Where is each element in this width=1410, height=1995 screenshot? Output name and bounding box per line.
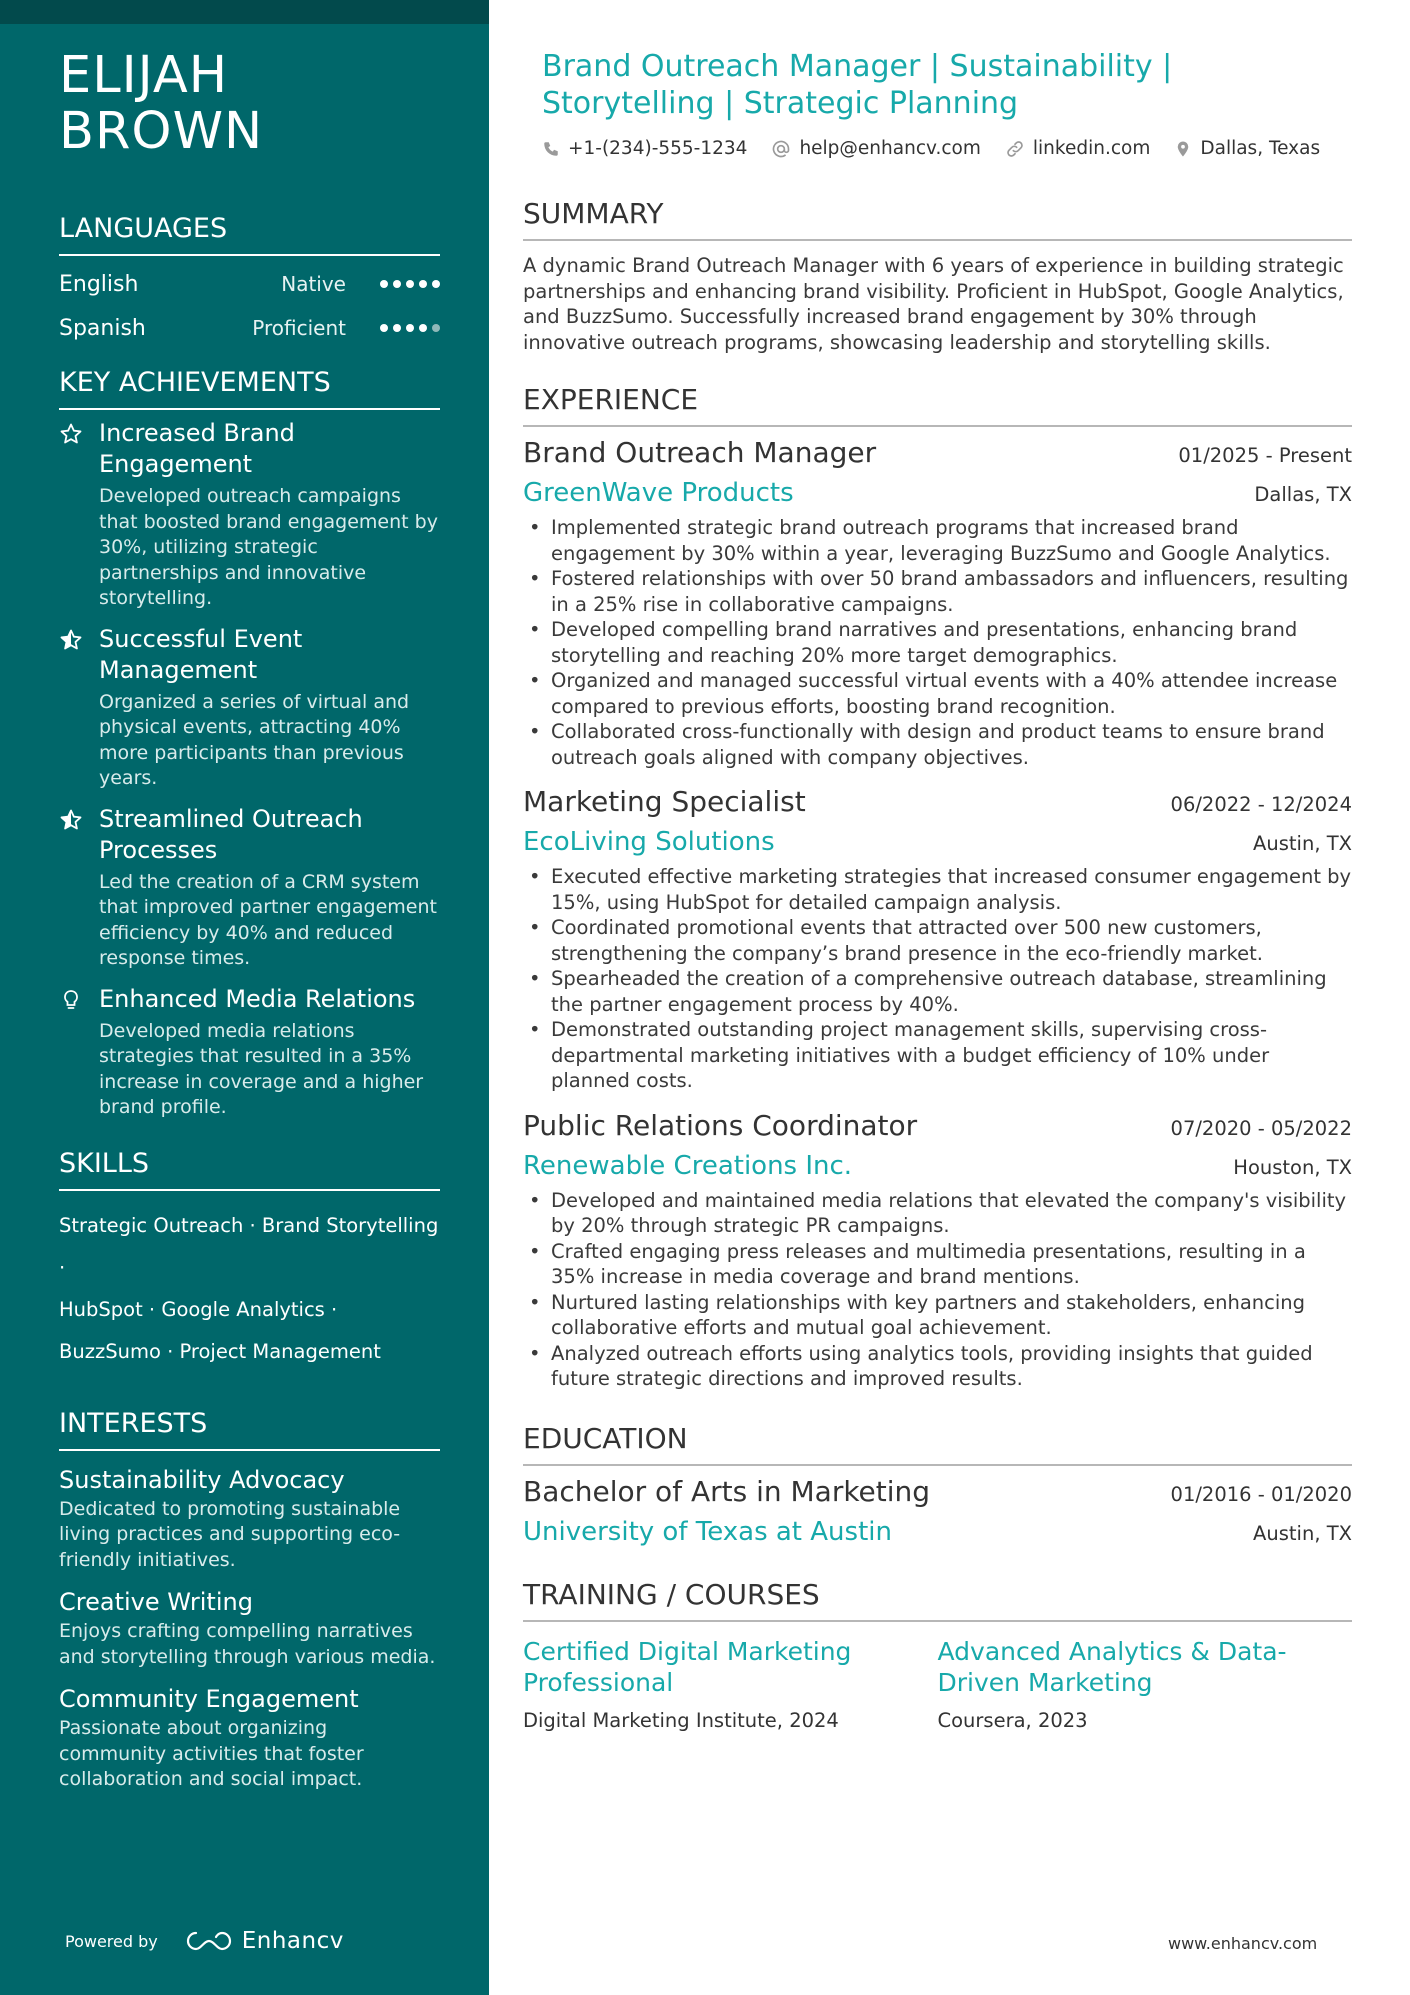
course-title: Certified Digital Marketing Professional <box>523 1636 852 1697</box>
achievements-title: KEY ACHIEVEMENTS <box>59 366 440 410</box>
training-section <box>523 1578 1352 1733</box>
candidate-name <box>59 48 440 160</box>
experience-title: EXPERIENCE <box>523 383 1352 427</box>
skills-list <box>59 1205 440 1373</box>
interest-title: Creative Writing <box>59 1588 253 1616</box>
achievement-title: Successful Event Management <box>99 624 303 684</box>
rating-dot <box>393 324 401 332</box>
language-level: Native <box>281 272 346 296</box>
interests-section <box>59 1407 440 1793</box>
job-date: 01/2025 - Present <box>1178 444 1352 467</box>
achievement-desc: Developed outreach campaigns that boosted brand engagement by 30%, utilizing strategic partnerships and innovative storytelling. <box>99 485 438 609</box>
rating-dot-empty <box>432 324 440 332</box>
rating-dot <box>406 280 414 288</box>
training-title: TRAINING / COURSES <box>523 1578 1352 1622</box>
language-level: Proficient <box>252 316 346 340</box>
interest-item <box>59 1463 440 1574</box>
location-text: Dallas, Texas <box>1200 138 1321 159</box>
phone-icon <box>542 140 560 158</box>
at-icon <box>771 139 791 159</box>
skills-line: BuzzSumo · Project Management <box>59 1339 381 1363</box>
bullet: • Developed and maintained media relations that elevated the company's visibility by 20% through strategic PR campaigns. <box>523 1188 1352 1239</box>
job-title: Brand Outreach Manager <box>523 436 877 469</box>
skills-line: Strategic Outreach · Brand Storytelling · <box>59 1213 439 1279</box>
achievement-item <box>59 418 440 612</box>
education-date: 01/2016 - 01/2020 <box>1170 1482 1352 1506</box>
education-entry <box>523 1474 1352 1548</box>
interest-title: Community Engagement <box>59 1685 359 1713</box>
star-half-icon <box>59 624 99 792</box>
school-name: University of Texas at Austin <box>523 1516 892 1547</box>
email-text: help@enhancv.com <box>799 138 981 159</box>
company-name: Renewable Creations Inc. <box>523 1150 853 1181</box>
main-content <box>523 48 1352 1733</box>
achievement-title: Streamlined Outreach Processes <box>99 804 363 864</box>
achievement-item <box>59 624 440 792</box>
achievement-desc: Developed media relations strategies that resulted in a 35% increase in coverage and a higher brand profile. <box>99 1019 424 1118</box>
course-org: Coursera, 2023 <box>937 1708 1088 1732</box>
job-bullets <box>523 864 1352 1094</box>
job-entry <box>523 1108 1352 1392</box>
language-rating <box>380 280 440 288</box>
rating-dot <box>406 324 414 332</box>
summary-section <box>523 197 1352 355</box>
rating-dot <box>393 280 401 288</box>
job-date: 07/2020 - 05/2022 <box>1170 1116 1352 1140</box>
education-section <box>523 1422 1352 1548</box>
courses-list <box>523 1636 1352 1733</box>
bullet: • Fostered relationships with over 50 brand ambassadors and influencers, resulting in a 25% rise in collaborative campaigns. <box>523 566 1352 617</box>
name-last: BROWN <box>59 102 264 161</box>
job-location: Houston, TX <box>1233 1155 1352 1179</box>
experience-section <box>523 383 1352 1392</box>
bullet: • Analyzed outreach efforts using analytics tools, providing insights that guided future strategic directions and improved results. <box>523 1341 1352 1392</box>
star-half-icon <box>59 804 99 972</box>
language-item <box>59 306 440 350</box>
bullet: • Nurtured lasting relationships with key partners and stakeholders, enhancing collaborative efforts and mutual goal achievement. <box>523 1290 1352 1341</box>
interests-title: INTERESTS <box>59 1407 440 1451</box>
job-title: Public Relations Coordinator <box>523 1108 918 1142</box>
bullet: • Crafted engaging press releases and multimedia presentations, resulting in a 35% increase in media coverage and brand mentions. <box>523 1239 1352 1290</box>
interest-title: Sustainability Advocacy <box>59 1465 345 1494</box>
languages-section <box>59 212 440 350</box>
footer-url[interactable]: www.enhancv.com <box>1168 1934 1318 1953</box>
course-item <box>938 1636 1353 1733</box>
job-bullets <box>523 515 1352 770</box>
languages-title: LANGUAGES <box>59 212 440 256</box>
contact-phone[interactable] <box>542 138 747 159</box>
language-name: Spanish <box>59 315 146 341</box>
achievement-desc: Led the creation of a CRM system that improved partner engagement efficiency by 40% and reduced response times. <box>99 870 437 969</box>
job-entry <box>523 435 1352 770</box>
language-name: English <box>59 271 139 297</box>
contact-email[interactable] <box>771 138 980 159</box>
enhancv-logo[interactable] <box>186 1928 344 1954</box>
summary-text: A dynamic Brand Outreach Manager with 6 years of experience in building strategic partnerships and enhancing brand visibility. Proficient in HubSpot, Google Analytics, and BuzzSumo. Successfully increased brand engagement by 30% through innovative outreach programs, showcasing leadership and storytelling skills. <box>523 254 1344 354</box>
job-location: Dallas, TX <box>1254 483 1352 506</box>
course-org: Digital Marketing Institute, 2024 <box>523 1708 839 1732</box>
rating-dot <box>380 280 388 288</box>
language-item <box>59 262 440 306</box>
link-icon <box>1005 139 1025 159</box>
skills-section <box>59 1147 440 1373</box>
language-rating <box>380 324 440 332</box>
achievements-section <box>59 366 440 1121</box>
job-date: 06/2022 - 12/2024 <box>1170 793 1352 816</box>
headline: Brand Outreach Manager | Sustainability | Storytelling | Strategic Planning <box>542 49 1173 121</box>
bullet: • Collaborated cross-functionally with design and product teams to ensure brand outreach goals aligned with company objectives. <box>523 719 1352 770</box>
achievement-item <box>59 984 440 1121</box>
job-location: Austin, TX <box>1253 832 1352 855</box>
sidebar-top-bar <box>0 0 489 24</box>
course-title: Advanced Analytics & Data-Driven Marketing <box>937 1636 1287 1697</box>
job-entry <box>523 784 1352 1094</box>
education-title: EDUCATION <box>523 1422 1352 1466</box>
achievement-item <box>59 804 440 972</box>
course-item <box>523 1636 938 1733</box>
skills-line: HubSpot · Google Analytics · <box>59 1297 338 1321</box>
interest-item <box>59 1585 440 1670</box>
bullet: • Developed compelling brand narratives and presentations, enhancing brand storytelling and reaching 20% more target demographics. <box>523 617 1352 668</box>
rating-dot <box>380 324 388 332</box>
contact-linkedin[interactable] <box>1005 138 1150 159</box>
interest-desc: Enjoys crafting compelling narratives and storytelling through various media. <box>59 1620 436 1668</box>
sidebar-content <box>59 48 440 1793</box>
rating-dot <box>432 280 440 288</box>
enhancv-logo-text: Enhancv <box>241 1928 344 1954</box>
bullet: • Spearheaded the creation of a comprehensive outreach database, streamlining the partner engagement process by 40%. <box>523 966 1352 1017</box>
sidebar <box>0 0 489 1995</box>
contact-bar <box>523 138 1352 159</box>
job-title: Marketing Specialist <box>523 785 806 818</box>
bullet: • Implemented strategic brand outreach programs that increased brand engagement by 30% within a year, leveraging BuzzSumo and Google Analytics. <box>523 515 1352 566</box>
rating-dot <box>419 280 427 288</box>
degree: Bachelor of Arts in Marketing <box>523 1474 931 1508</box>
bullet: • Coordinated promotional events that attracted over 500 new customers, strengthening the company’s brand presence in the eco-friendly market. <box>523 915 1352 966</box>
interest-desc: Passionate about organizing community activities that foster collaboration and social impact. <box>59 1717 364 1790</box>
achievement-desc: Organized a series of virtual and physical events, attracting 40% more participants than previous years. <box>99 690 410 789</box>
contact-location <box>1174 138 1320 159</box>
lightbulb-icon <box>59 984 99 1121</box>
interest-item <box>59 1682 440 1793</box>
phone-text: +1-(234)-555-1234 <box>568 138 748 159</box>
enhancv-logo-icon <box>186 1929 232 1953</box>
powered-by <box>65 1928 344 1954</box>
company-name: EcoLiving Solutions <box>523 827 775 857</box>
summary-title: SUMMARY <box>523 197 1352 241</box>
bullet: • Demonstrated outstanding project management skills, supervising cross-departmental marketing initiatives with a budget efficiency of 10% under planned costs. <box>523 1017 1352 1094</box>
linkedin-text: linkedin.com <box>1032 138 1151 159</box>
rating-dot <box>419 324 427 332</box>
education-location: Austin, TX <box>1253 1521 1352 1545</box>
bullet: • Organized and managed successful virtual events with a 40% attendee increase compared to previous efforts, boosting brand recognition. <box>523 668 1352 719</box>
bullet: • Executed effective marketing strategies that increased consumer engagement by 15%, using HubSpot for detailed campaign analysis. <box>523 864 1352 915</box>
skills-title: SKILLS <box>59 1147 440 1191</box>
location-pin-icon <box>1174 139 1192 159</box>
star-outline-icon <box>59 418 99 612</box>
company-name: GreenWave Products <box>523 478 794 508</box>
name-first: ELIJAH <box>59 46 229 105</box>
achievement-title: Increased Brand Engagement <box>99 419 295 478</box>
interest-desc: Dedicated to promoting sustainable living practices and supporting eco-friendly initiatives. <box>59 1497 401 1571</box>
job-bullets <box>523 1188 1352 1392</box>
achievement-title: Enhanced Media Relations <box>99 984 416 1013</box>
powered-by-label: Powered by <box>65 1931 158 1951</box>
